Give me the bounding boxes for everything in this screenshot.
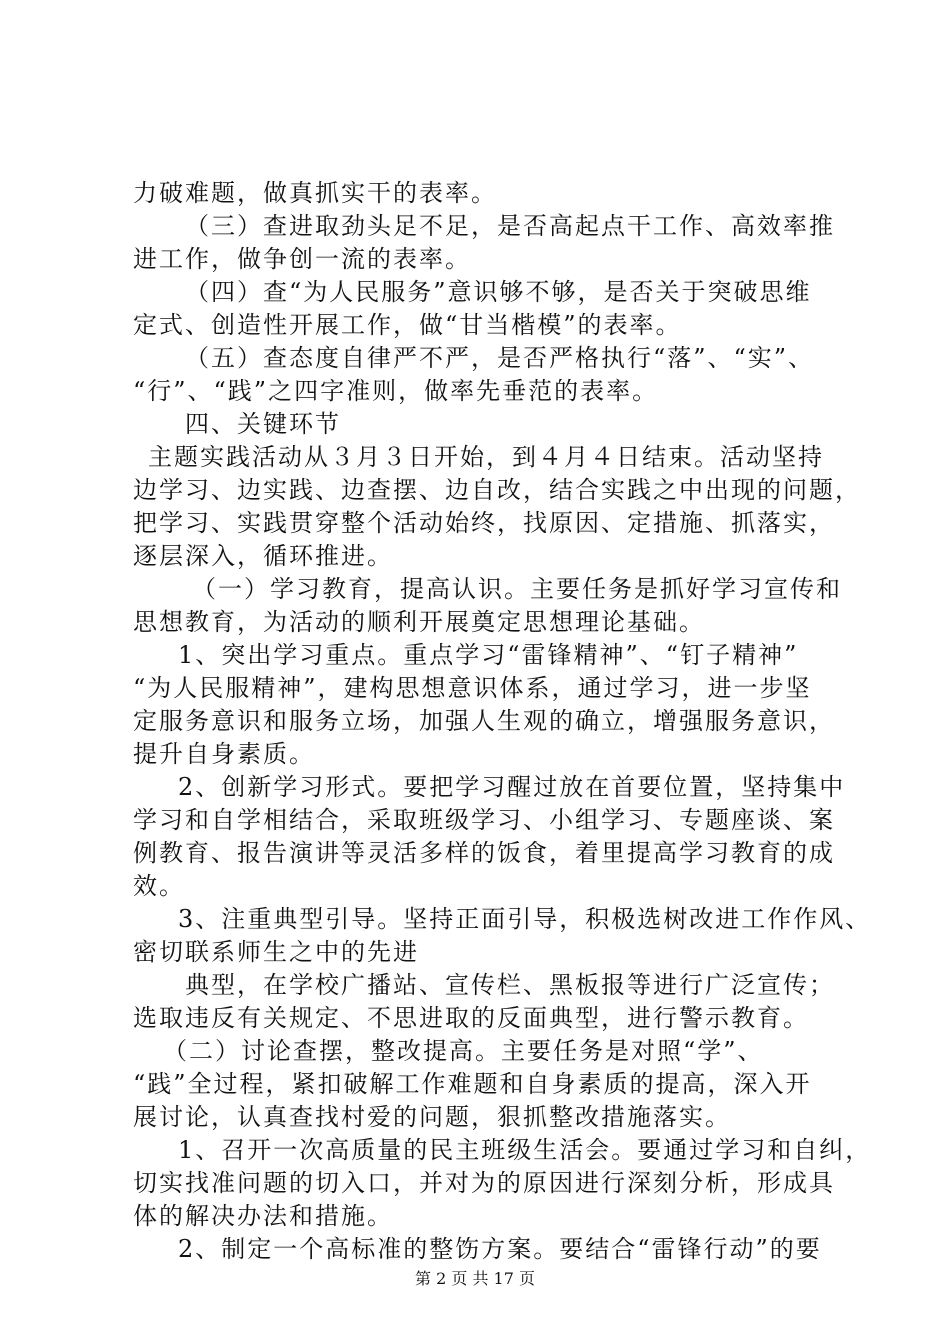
text-line: 选取违反有关规定、不思进取的反面典型，进行警示教育。 bbox=[133, 1004, 809, 1032]
text-line: 切实找准问题的切入口，并对为的原因进行深刻分析，形成具 bbox=[133, 1169, 835, 1197]
text-line: 把学习、实践贯穿整个活动始终，找原因、定措施、抓落实， bbox=[133, 509, 835, 537]
text-line: 定服务意识和服务立场，加强人生观的确立，增强服务意识， bbox=[133, 707, 835, 735]
text-line: “践”全过程，紧扣破解工作难题和自身素质的提高，深入开 bbox=[133, 1070, 812, 1098]
text-line: （一）学习教育，提高认识。主要任务是抓好学习宣传和 bbox=[192, 575, 842, 603]
text-line: 典型，在学校广播站、宣传栏、黑板报等进行广泛宣传； bbox=[185, 971, 835, 999]
text-line: （五）查态度自律严不严，是否严格执行“落”、“实”、 bbox=[185, 344, 815, 372]
text-line: （四）查“为人民服务”意识够不够，是否关于突破思维 bbox=[185, 278, 812, 306]
text-line: 展讨论，认真查找村爱的问题，狠抓整改措施落实。 bbox=[133, 1103, 731, 1131]
text-line: 主题实践活动从３月３日开始，到４月４日结束。活动坚持 bbox=[148, 443, 824, 471]
text-line: 力破难题，做真抓实干的表率。 bbox=[133, 179, 497, 207]
text-line: 2、创新学习形式。要把学习醒过放在首要位置，坚持集中 bbox=[178, 773, 846, 801]
text-line: 提升自身素质。 bbox=[133, 740, 315, 768]
page-number-footer: 第 2 页 共 17 页 bbox=[415, 1269, 535, 1288]
text-line: 1、突出学习重点。重点学习“雷锋精神”、“钉子精神” bbox=[178, 641, 799, 669]
text-line: 逐层深入，循环推进。 bbox=[133, 542, 393, 570]
section-heading: 四、关键环节 bbox=[185, 410, 341, 438]
text-line: 体的解决办法和措施。 bbox=[133, 1202, 393, 1230]
text-line: 学习和自学相结合，采取班级学习、小组学习、专题座谈、案 bbox=[133, 806, 835, 834]
text-line: “行”、“践”之四字准则，做率先垂范的表率。 bbox=[133, 377, 659, 405]
text-line: 边学习、边实践、边查摆、边自改，结合实践之中出现的问题， bbox=[133, 476, 861, 504]
text-line: 例教育、报告演讲等灵活多样的饭食，着里提高学习教育的成 bbox=[133, 839, 835, 867]
text-line: 定式、创造性开展工作，做“甘当楷模”的表率。 bbox=[133, 311, 682, 339]
text-line: “为人民服精神”，建构思想意识体系，通过学习，进一步坚 bbox=[133, 674, 812, 702]
text-line: 效。 bbox=[133, 872, 185, 900]
text-line: （二）讨论查摆，整改提高。主要任务是对照“学”、 bbox=[163, 1037, 764, 1065]
text-line: 密切联系师生之中的先进 bbox=[133, 938, 419, 966]
text-line: 1、召开一次高质量的民主班级生活会。要通过学习和自纠， bbox=[178, 1136, 872, 1164]
text-line: 进工作，做争创一流的表率。 bbox=[133, 245, 471, 273]
text-line: 思想教育，为活动的顺利开展奠定思想理论基础。 bbox=[133, 608, 705, 636]
text-line: （三）查进取劲头足不足，是否高起点干工作、高效率推 bbox=[185, 212, 835, 240]
text-line: 2、制定一个高标准的整饬方案。要结合“雷锋行动”的要 bbox=[178, 1235, 822, 1263]
text-line: 3、注重典型引导。坚持正面引导，积极选树改进工作作风、 bbox=[178, 905, 872, 933]
